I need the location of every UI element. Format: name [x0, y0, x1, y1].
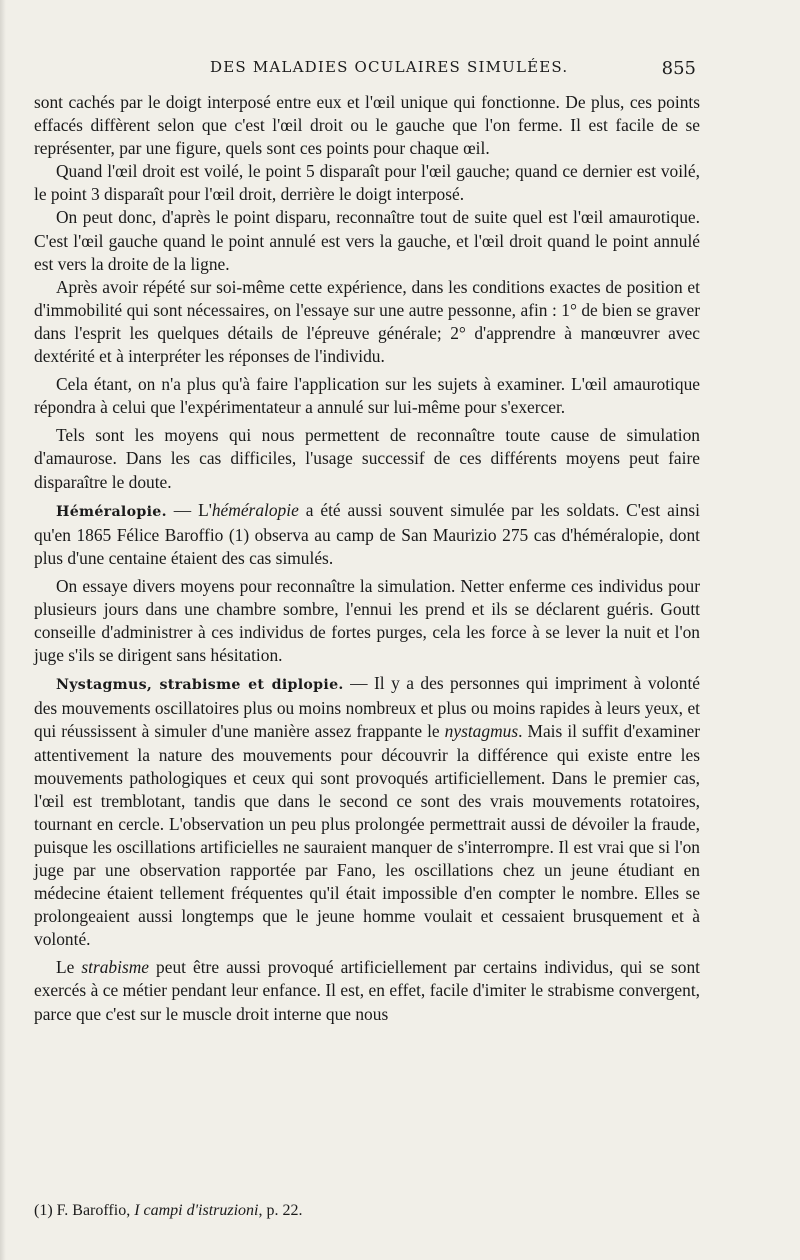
paragraph-text: Le — [56, 957, 82, 978]
italic-term: nystagmus — [444, 721, 519, 742]
paragraph: On essaye divers moyens pour reconnaître la simulation. Netter enferme ces individus pour plusieurs jours dans une chambre sombre, l'ennui les prend et ils se déclarent guéris. Goutt conseille d'administrer à ces individus de fortes purges, cela les force à se lever la nuit et l'on juge s'ils se dirigent sans hésitation. — [34, 575, 700, 666]
paragraph: Cela étant, on n'a plus qu'à faire l'application sur les sujets à examiner. L'œil amaurotique répondra à celui que l'expérimentateur a annulé sur lui-même pour s'exercer. — [34, 374, 700, 418]
paragraph-text: — Il y a des personnes qui impriment à volonté des mouvements oscillatoires plus ou moins nombreux et plus ou moins rapides à leurs yeux, et qui réussissent à simuler d'une manière assez frappante le — [34, 673, 700, 742]
paragraph: On peut donc, d'après le point disparu, reconnaître tout de suite quel est l'œil amaurotique. C'est l'œil gauche quand le point annulé est vers la gauche, et l'œil droit quand le point annulé est vers la droite de la ligne. — [34, 207, 700, 274]
footnote — [34, 1202, 700, 1220]
page-number: 855 — [661, 58, 696, 79]
italic-term: strabisme — [81, 957, 150, 978]
section-heading-hemeralopie: Héméralopie. — [56, 503, 167, 520]
page-gutter-shadow — [0, 0, 6, 1260]
page-header — [34, 58, 696, 88]
footnote-marker: (1) F. Baroffio, — [34, 1202, 135, 1219]
section-heading-nystagmus: Nystagmus, strabisme et diplopie. — [56, 677, 344, 694]
paragraph-strabisme — [34, 956, 700, 1025]
paragraph-nystagmus — [34, 672, 700, 951]
paragraph-text: peut être aussi provoqué artificiellement par certains individus, qui se sont exercés à ce métier pendant leur enfance. Il est, en effet, facile d'imiter le strabisme convergent, parce que c'est sur le muscle droit interne que nous — [34, 957, 700, 1024]
paragraph-text: a été aussi souvent simulée par les soldats. C'est ainsi qu'en 1865 Félice Baroffio (1) observa au camp de San Maurizio 275 cas d'héméralopie, dont plus d'une centaine étaient des cas simulés. — [34, 499, 700, 568]
paragraph-text: . Mais il suffit d'examiner attentivement la nature des mouvements pour découvrir la différence qui existe entre les mouvements pathologiques et ceux qui sont provoqués artificiellement. Dans le premier cas, l'œil est tremblotant, tandis que dans le second ce sont des vrais mouvements rotatoires, tournant en cercle. L'observation un peu plus prolongée permettrait aussi de dévoiler la fraude, puisque les oscillations artificielles ne sauraient manquer de s'interrompre. Il est vrai que si l'on juge par une observation rapportée par Fano, les oscillations chez un jeune étudiant en médecine étaient tellement fréquentes qu'il était impossible d'en compter le nombre. Elles se prolongeaient aussi longtemps que le jeune homme voulait et cessaient brusquement et à volonté. — [34, 721, 700, 950]
paragraph: sont cachés par le doigt interposé entre eux et l'œil unique qui fonctionne. De plus, ces points effacés diffèrent selon que c'est l'œil droit ou le gauche que l'on ferme. Il est facile de se représenter, par une figure, quels sont ces points pour chaque œil. — [34, 92, 700, 159]
paragraph: Quand l'œil droit est voilé, le point 5 disparaît pour l'œil gauche; quand ce dernier est voilé, le point 3 disparaît pour l'œil droit, derrière le doigt interposé. — [34, 161, 700, 205]
paragraph-hemeralopie — [34, 499, 700, 570]
running-head: DES MALADIES OCULAIRES SIMULÉES. — [210, 58, 569, 76]
paragraph: Après avoir répété sur soi-même cette expérience, dans les conditions exactes de position et d'immobilité qui sont nécessaires, on l'essaye sur une autre pessonne, afin : 1° de bien se graver dans l'esprit les quelques détails de l'épreuve générale; 2° d'apprendre à manœuvrer avec dextérité et à interpréter les réponses de l'individu. — [34, 276, 700, 367]
footnote-page: , p. 22. — [258, 1202, 303, 1219]
paragraph: Tels sont les moyens qui nous permettent de reconnaître toute cause de simulation d'amaurose. Dans les cas difficiles, l'usage successif de ces différents moyens peut faire disparaître le doute. — [34, 425, 700, 492]
body-text — [34, 91, 700, 1026]
footnote-title: I campi d'istruzioni — [134, 1202, 259, 1219]
paragraph-text: — L' — [166, 499, 212, 520]
italic-term: héméralopie — [211, 499, 299, 520]
